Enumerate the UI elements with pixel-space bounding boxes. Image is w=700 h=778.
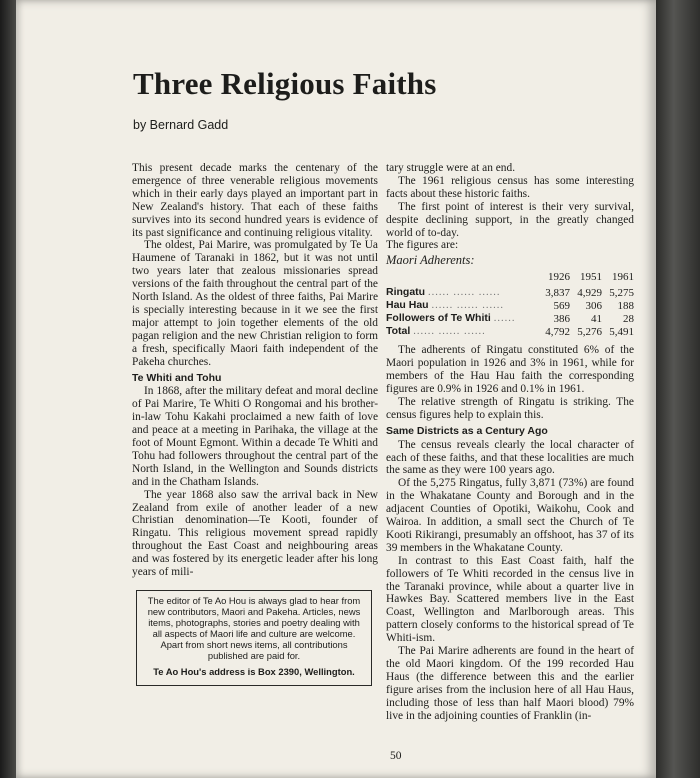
- faith-label: Total: [386, 325, 411, 338]
- paragraph: The census reveals clearly the local character of each of these faiths, and that these localities are much the same as they were 100 years ago.: [386, 438, 634, 477]
- table-cell: 386: [553, 312, 570, 325]
- paragraph: tary struggle were at an end.: [386, 162, 516, 174]
- leader-dots: ...... ...... ......: [413, 326, 486, 338]
- left-column: [132, 162, 378, 579]
- leader-dots: ...... ...... ......: [428, 287, 501, 299]
- faith-label: Followers of Te Whiti: [386, 312, 491, 325]
- table-row: [386, 286, 634, 299]
- article-title: Three Religious Faiths: [133, 66, 437, 101]
- table-cell: 5,491: [609, 325, 634, 338]
- table-cell: 4,929: [577, 286, 602, 299]
- faith-label: Ringatu: [386, 286, 426, 299]
- year-header: 1951: [580, 271, 602, 284]
- editor-notice-box: [136, 590, 372, 686]
- page-number: 50: [390, 750, 402, 762]
- section-heading: Te Whiti and Tohu: [132, 371, 222, 384]
- faith-name: [386, 299, 538, 312]
- year-header: 1961: [612, 271, 634, 284]
- paragraph: The relative strength of Ringatu is striking. The census figures help to explain this.: [386, 395, 634, 421]
- table-cell: 4,792: [545, 325, 570, 338]
- leader-dots: ......: [493, 313, 516, 325]
- section-heading: Same Districts as a Century Ago: [386, 424, 548, 437]
- table-cell: 569: [553, 299, 570, 312]
- paragraph: The first point of interest is their very survival, despite declining support, in the greatly changed world of to-day.: [386, 200, 634, 239]
- table-header-row: [386, 271, 634, 286]
- faith-name: [386, 312, 538, 325]
- magazine-page: [16, 0, 656, 778]
- leader-dots: ...... ...... ......: [431, 300, 505, 312]
- faith-label: Hau Hau: [386, 299, 429, 312]
- table-caption: Maori Adherents:: [386, 253, 475, 268]
- notice-address: Te Ao Hou's address is Box 2390, Wellington.: [153, 666, 355, 677]
- table-row: [386, 299, 634, 312]
- paragraph: In 1868, after the military defeat and moral decline of Pai Marire, Te Whiti O Rongomai and his brother-in-law Tohu Kakahi proclaimed a new faith of love and peace at a meeting in Parihaka, the village at the foot of Mount Egmont. Within a decade Te Whiti and Tohu had followers throughout the central part of the North Island, in the Wellington and Sounds districts and in the Chatham Islands.: [132, 385, 378, 488]
- table-cell: 306: [585, 299, 602, 312]
- table-cell: 188: [617, 299, 634, 312]
- table-cell: 3,837: [545, 286, 570, 299]
- notice-text: The editor of Te Ao Hou is always glad to hear from new contributors, Maori and Pakeha. Articles, news items, photographs, stories and poetry dealing with all aspects of Maori life and culture are welcome. Apart from short news items, all contributions published are paid for.: [147, 595, 361, 661]
- right-column: [386, 162, 634, 723]
- table-row: [386, 312, 634, 325]
- adherents-table: [386, 271, 634, 338]
- paragraph: The oldest, Pai Marire, was promulgated by Te Ua Haumene of Taranaki in 1862, but it was not until two years later that zealous missionaries spread versions of the faith throughout the central part of the North Island. As the oldest of three faiths, Pai Marire is specially interesting because in it we see the first major attempt to join together elements of the old pagan religion and the new Christian religion to form a fresh, specifically Maori faith independent of the Pakeha churches.: [132, 239, 378, 368]
- paragraph: This present decade marks the centenary of the emergence of three venerable religious movements which in their early days played an important part in New Zealand's history. That each of these faiths survives into its second hundred years is evidence of its past significance and continuing religious vitality.: [132, 162, 378, 239]
- paragraph: The adherents of Ringatu constituted 6% of the Maori population in 1926 and 3% in 1961, while for members of the Hau Hau faith the corresponding figures are 0.9% in 1926 and 0.1% in 1961.: [386, 344, 634, 395]
- scan-gutter-shadow: [656, 0, 700, 778]
- table-cell: 5,275: [609, 286, 634, 299]
- faith-name: [386, 286, 538, 299]
- table-cell: 28: [623, 312, 634, 325]
- faith-name: [386, 325, 538, 338]
- paragraph: The Pai Marire adherents are found in the heart of the old Maori kingdom. Of the 199 recorded Hau Haus (the difference between this and the earlier figure arises from the inclusion here of all Hau Haus, including those of less than half Maori blood) 79% live in the adjoining counties of Franklin (in-: [386, 645, 634, 722]
- paragraph: In contrast to this East Coast faith, half the followers of Te Whiti recorded in the census live in the Taranaki province, while about a quarter live in Hawkes Bay. Scattered members live in the East Coast, Wellington and Marlborough areas. This pattern closely conforms to the historical spread of Te Whiti-ism.: [386, 554, 634, 645]
- scan-binding-shadow: [0, 0, 16, 778]
- table-cell: 5,276: [577, 325, 602, 338]
- paragraph: The year 1868 also saw the arrival back in New Zealand from exile of another leader of a new Christian denomination—Te Kooti, founder of Ringatu. This religious movement spread rapidly throughout the East Coast and neighbouring areas and was fostered by its energetic leader after his long years of mili-: [132, 488, 378, 579]
- table-cell: 41: [591, 312, 602, 325]
- paragraph: The 1961 religious census has some interesting facts about these historic faiths.: [386, 174, 634, 200]
- article-byline: by Bernard Gadd: [133, 118, 229, 132]
- table-row: [386, 325, 634, 338]
- year-header: 1926: [548, 271, 570, 284]
- paragraph: Of the 5,275 Ringatus, fully 3,871 (73%) are found in the Whakatane County and Borough and in the adjacent Counties of Opotiki, Waikohu, Cook and Wairoa. In addition, a small sect the Church of Te Kooti Rikirangi, presumably an offshoot, has 37 of its 39 members in the Whakatane County.: [386, 477, 634, 554]
- paragraph: The figures are:: [386, 239, 459, 252]
